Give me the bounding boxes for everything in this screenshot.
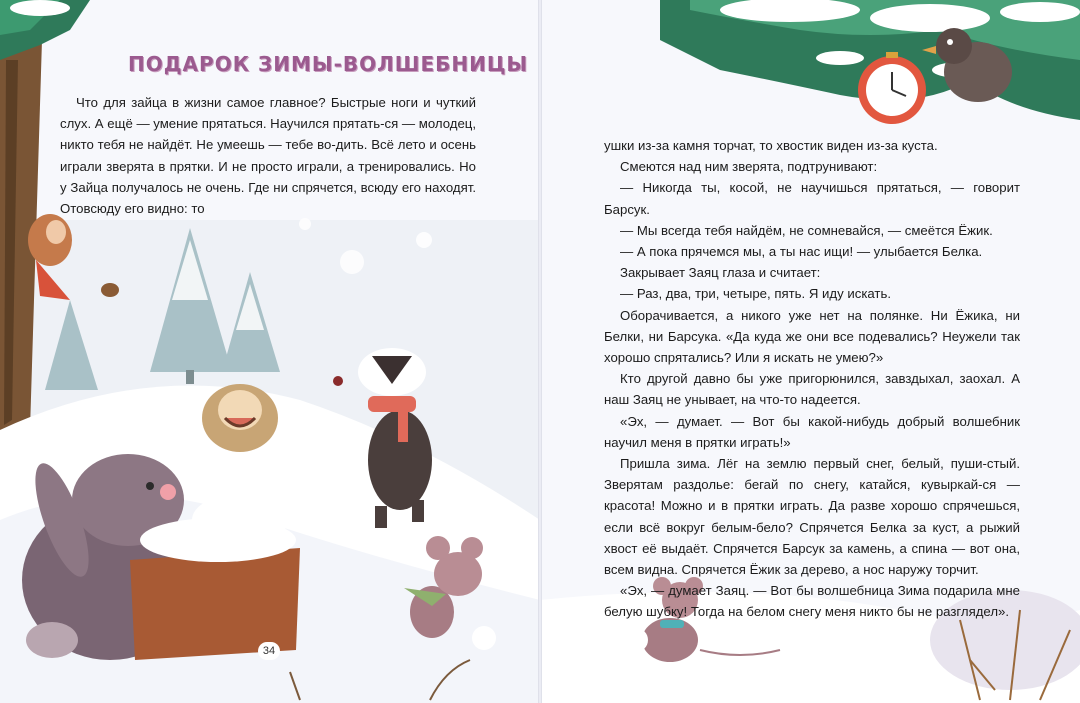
paragraph: — Мы всегда тебя найдём, не сомневайся, — смеётся Ёжик.	[620, 222, 993, 238]
paragraph: — А пока прячемся мы, а ты нас ищи! — улыбается Белка.	[620, 244, 983, 260]
paragraph: ушки из-за камня торчат, то хвостик виден из-за куста.	[604, 138, 938, 153]
paragraph: «Эх, — думает. — Вот бы какой-нибудь добрый волшебник научил меня в прятки играть!»	[604, 413, 1020, 450]
right-page	[540, 0, 1080, 703]
right-text-block	[604, 135, 1020, 623]
page-title: ПОДАРОК ЗИМЫ-ВОЛШЕБНИЦЫ	[128, 52, 529, 76]
left-text-block	[60, 92, 476, 219]
hedgehog-icon	[202, 384, 278, 452]
paragraph: — Никогда ты, косой, не научишься прятаться, — говорит Барсук.	[604, 180, 1020, 217]
paragraph: Закрывает Заяц глаза и считает:	[620, 265, 821, 281]
paragraph: Оборачивается, а никого уже нет на полянке. Ни Ёжика, ни Белки, ни Барсука. «Да куда же они все подевались? Неужели так хорошо спрятались? Или я искать не умею?»	[604, 307, 1020, 366]
paragraph: — Раз, два, три, четыре, пять. Я иду искать.	[620, 286, 891, 302]
page-number: 34	[258, 642, 280, 660]
paragraph: Пришла зима. Лёг на землю первый снег, белый, пуши-стый. Зверятам раздолье: бегай по снегу, катайся, кувыркай-ся — красота! Можно и в прятки играть. Да разве хорошо спрячешься, если всё вокруг белым-бело? Спрячется Белка за куст, а рыжий хвост её выдаёт. Спрячется Барсук за камень, а спина — вот она, всем видна. Спрячется Ёжик за дерево, а нос наружу торчит.	[604, 456, 1020, 578]
book-spine	[538, 0, 542, 703]
paragraph: Смеются над ним зверята, подтрунивают:	[620, 159, 878, 175]
paragraph: Что для зайца в жизни самое главное? Быстрые ноги и чуткий слух. А ещё — умение прятаться. Научился прятать-ся — молодец, никто тебя не найдёт. Не умеешь — тебе во-дить. Всё лето и осень играли зверята в прятки. И не просто играли, а тренировались. Но у Зайца получалось не очень. Где ни спрячется, всюду его находят. Отовсюду его видно: то	[60, 95, 477, 217]
paragraph: Кто другой давно бы уже пригорюнился, завздыхал, заохал. А наш Заяц не унывает, на что-то надеется.	[604, 371, 1020, 408]
paragraph: «Эх, — думает Заяц. — Вот бы волшебница Зима подарила мне белую шубку! Тогда на белом снегу меня никто бы не разглядел».	[604, 583, 1020, 620]
